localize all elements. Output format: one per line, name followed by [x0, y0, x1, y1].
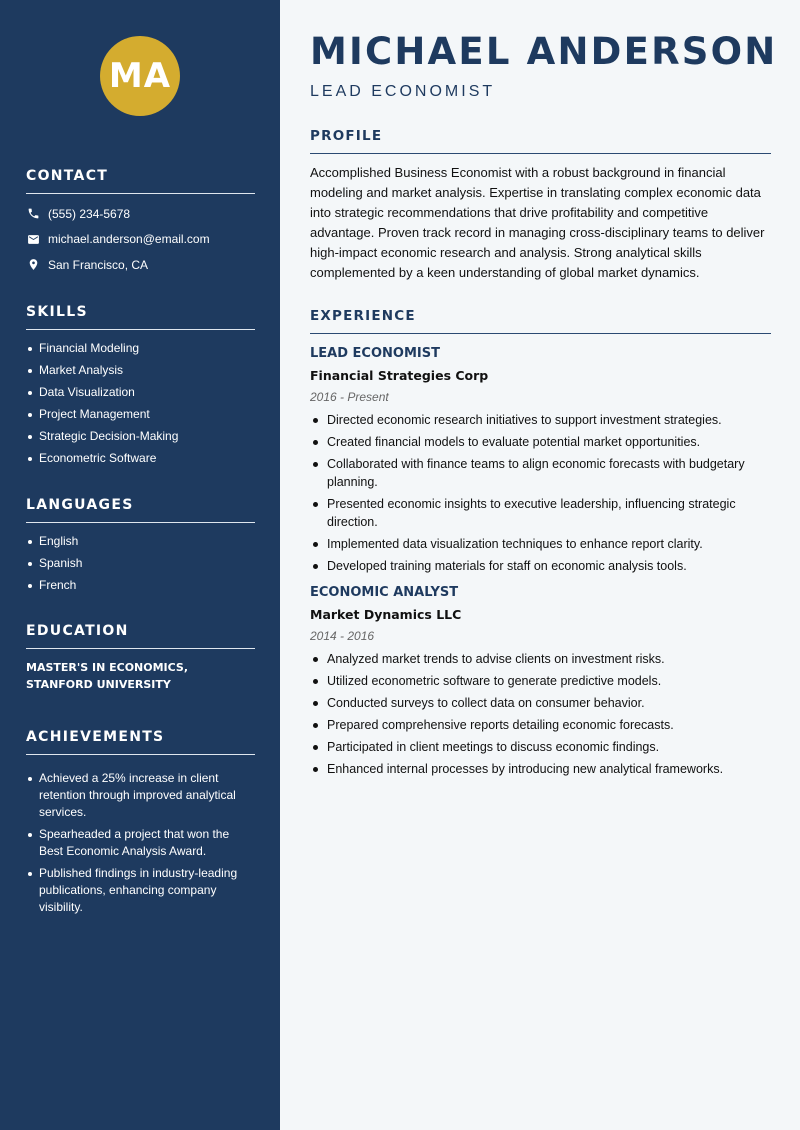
contact-phone [26, 201, 255, 227]
job-company: Market Dynamics LLC [310, 607, 462, 622]
location-pin-icon [26, 258, 40, 272]
job-title: LEAD ECONOMIST [310, 346, 440, 361]
contact-email [26, 227, 255, 253]
profile-section [310, 128, 771, 283]
job-bullet: Directed economic research initiatives to support investment strategies. [310, 411, 771, 429]
skill-item: Project Management [26, 406, 255, 428]
job-entry [310, 346, 771, 575]
languages-section [26, 497, 255, 599]
job-bullet: Created financial models to evaluate potential market opportunities. [310, 433, 771, 451]
job-bullet: Participated in client meetings to discuss economic findings. [310, 738, 771, 756]
contact-section [26, 168, 255, 278]
achievement-item: Achieved a 25% increase in client retention through improved analytical services. [26, 770, 255, 821]
job-bullet: Implemented data visualization techniques to enhance report clarity. [310, 535, 771, 553]
languages-heading: LANGUAGES [26, 497, 255, 523]
skill-item: Data Visualization [26, 384, 255, 406]
achievement-item: Spearheaded a project that won the Best Economic Analysis Award. [26, 826, 255, 860]
skills-section [26, 304, 255, 472]
main-content [280, 0, 800, 1130]
job-bullet: Collaborated with finance teams to align economic forecasts with budgetary planning. [310, 455, 771, 491]
email-text: michael.anderson@email.com [48, 232, 210, 247]
phone-icon [26, 207, 40, 221]
contact-location [26, 252, 255, 278]
skill-item: Econometric Software [26, 450, 255, 472]
skill-item: Strategic Decision-Making [26, 428, 255, 450]
job-bullet: Presented economic insights to executive leadership, influencing strategic direction. [310, 495, 771, 531]
job-dates: 2014 - 2016 [310, 629, 375, 643]
experience-section [310, 308, 771, 782]
education-section [26, 623, 255, 693]
phone-text: (555) 234-5678 [48, 206, 131, 221]
skill-item: Financial Modeling [26, 340, 255, 362]
job-bullet: Utilized econometric software to generate predictive models. [310, 672, 771, 690]
achievement-item: Published findings in industry-leading publications, enhancing company visibility. [26, 865, 255, 916]
contact-heading: CONTACT [26, 168, 255, 194]
job-bullet: Developed training materials for staff on economic analysis tools. [310, 557, 771, 575]
candidate-role: LEAD ECONOMIST [310, 83, 496, 100]
location-text: San Francisco, CA [48, 257, 149, 272]
language-item: English [26, 533, 255, 555]
job-bullet: Analyzed market trends to advise clients on investment risks. [310, 650, 771, 668]
sidebar [0, 0, 280, 1130]
avatar: MA [100, 36, 180, 116]
profile-text: Accomplished Business Economist with a robust background in financial modeling and market analysis. Expertise in translating complex economic data into strategic recommendations that drive profitability and competitive advantage. Proven track record in managing cross-disciplinary teams to deliver high-impact economic research and analysis. Strong analytical skills complemented by a keen understanding of global market dynamics. [310, 165, 765, 280]
job-entry [310, 585, 771, 778]
skills-heading: SKILLS [26, 304, 255, 330]
job-dates: 2016 - Present [310, 390, 389, 404]
education-heading: EDUCATION [26, 623, 255, 649]
language-item: French [26, 577, 255, 599]
achievements-section [26, 729, 255, 921]
job-title: ECONOMIC ANALYST [310, 585, 459, 600]
job-bullet: Conducted surveys to collect data on consumer behavior. [310, 694, 771, 712]
skill-item: Market Analysis [26, 362, 255, 384]
language-item: Spanish [26, 555, 255, 577]
email-icon [26, 232, 40, 246]
profile-heading: PROFILE [310, 128, 771, 154]
job-bullet: Prepared comprehensive reports detailing economic forecasts. [310, 716, 771, 734]
candidate-name: MICHAEL ANDERSON [310, 30, 778, 73]
education-degree: MASTER'S IN ECONOMICS, STANFORD UNIVERSITY [26, 661, 189, 691]
experience-heading: EXPERIENCE [310, 308, 771, 334]
job-bullet: Enhanced internal processes by introducing new analytical frameworks. [310, 760, 771, 778]
achievements-heading: ACHIEVEMENTS [26, 729, 255, 755]
job-company: Financial Strategies Corp [310, 368, 489, 383]
